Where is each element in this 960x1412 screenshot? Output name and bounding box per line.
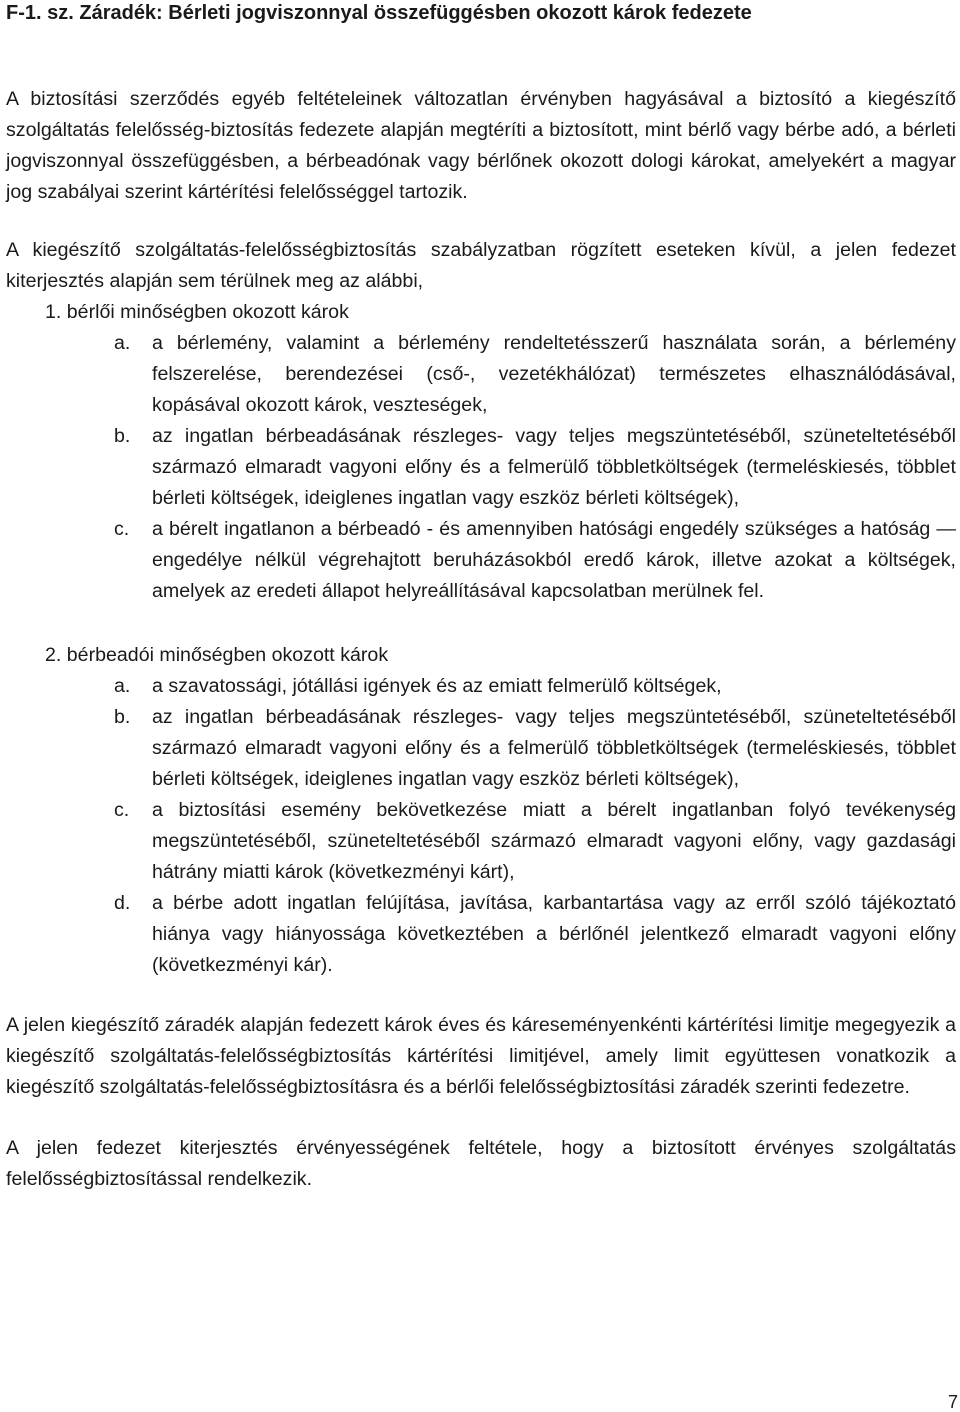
list-item (6, 888, 956, 981)
list-item (6, 421, 956, 514)
intro-paragraph: A biztosítási szerződés egyéb feltételeinek változatlan érvényben hagyásával a biztosító a kiegészítő szolgáltatás felelősség-biztosítás fedezete alapján megtéríti a biztosított, mint bérlő vagy bérbe adó, a bérleti jogviszonnyal összefüggésben, a bérbeadónak vagy bérlőnek okozott dologi károkat, amelyekért a magyar jog szabályai szerint kártérítési felelősséggel tartozik. (6, 88, 956, 203)
list-item (6, 671, 956, 702)
list-item-label: a. (114, 675, 131, 697)
page-number: 7 (947, 1392, 958, 1412)
list-item (6, 328, 956, 421)
list-item-text: az ingatlan bérbeadásának részleges- vagy teljes megszüntetéséből, szüneteltetéséből származó elmaradt vagyoni előny és a felmerülő többletköltségek (termeléskiesés, többlet bérleti költségek, ideiglenes ingatlan vagy eszköz bérleti költségek), (152, 425, 956, 509)
document-title: F-1. sz. Záradék: Bérleti jogviszonnyal összefüggésben okozott károk fedezete (6, 2, 752, 24)
list-item-label: d. (114, 892, 131, 914)
list-item-label: b. (114, 425, 131, 447)
list-item-text: az ingatlan bérbeadásának részleges- vagy teljes megszüntetéséből, szüneteltetéséből származó elmaradt vagyoni előny és a felmerülő többletköltségek (termeléskiesés, többlet bérleti költségek, ideiglenes ingatlan vagy eszköz bérleti költségek), (152, 706, 956, 790)
exclusions-intro-paragraph: A kiegészítő szolgáltatás-felelősségbiztosítás szabályzatban rögzített eseteken kívül, a jelen fedezet kiterjesztés alapján sem térülnek meg az alábbi, (6, 239, 956, 292)
list-item-text: a bérelt ingatlanon a bérbeadó - és amennyiben hatósági engedély szükséges a hatóság — engedélye nélkül végrehajtott beruházásokból eredő károk, illetve azokat a költségek, amelyek az eredeti állapot helyreállításával kapcsolatban merülnek fel. (152, 518, 956, 602)
section-heading: 2. bérbeadói minőségben okozott károk (45, 644, 389, 666)
list-item (6, 514, 956, 607)
condition-paragraph: A jelen fedezet kiterjesztés érvényességének feltétele, hogy a biztosított érvényes szolgáltatás felelősségbiztosítással rendelkezik. (6, 1137, 956, 1190)
list-item-text: a bérlemény, valamint a bérlemény rendeltetésszerű használata során, a bérlemény felszerelése, berendezései (cső-, vezetékhálózat) természetes elhasználódásával, kopásával okozott károk, veszteségek, (152, 332, 956, 416)
list-item-label: c. (114, 799, 130, 821)
list-item (6, 702, 956, 795)
list-item-label: c. (114, 518, 130, 540)
list-item-label: b. (114, 706, 131, 728)
list-item-text: a szavatossági, jótállási igények és az emiatt felmerülő költségek, (152, 675, 722, 697)
list-item (6, 795, 956, 888)
section-landlord-damages (6, 640, 956, 981)
limit-paragraph: A jelen kiegészítő záradék alapján fedezett károk éves és káreseményenkénti kártérítési limitje megegyezik a kiegészítő szolgáltatás-felelősségbiztosítás kártérítési limitjével, amely limit együttesen vonatkozik a kiegészítő szolgáltatás-felelősségbiztosításra és a bérlői felelősségbiztosítási záradék szerinti fedezetre. (6, 1014, 956, 1098)
list-item-text: a biztosítási esemény bekövetkezése miatt a bérelt ingatlanban folyó tevékenység megszüntetéséből, szüneteltetéséből származó elmaradt vagyoni előny, vagy gazdasági hátrány miatti károk (következményi kárt), (152, 799, 956, 883)
section-heading: 1. bérlői minőségben okozott károk (45, 301, 349, 323)
list-item-label: a. (114, 332, 131, 354)
section-tenant-damages (6, 297, 956, 607)
list-item-text: a bérbe adott ingatlan felújítása, javítása, karbantartása vagy az erről szóló tájékoztató hiánya vagy hiányossága következtében a bérlőnél jelentkező elmaradt vagyoni előny (következményi kár). (152, 892, 956, 976)
